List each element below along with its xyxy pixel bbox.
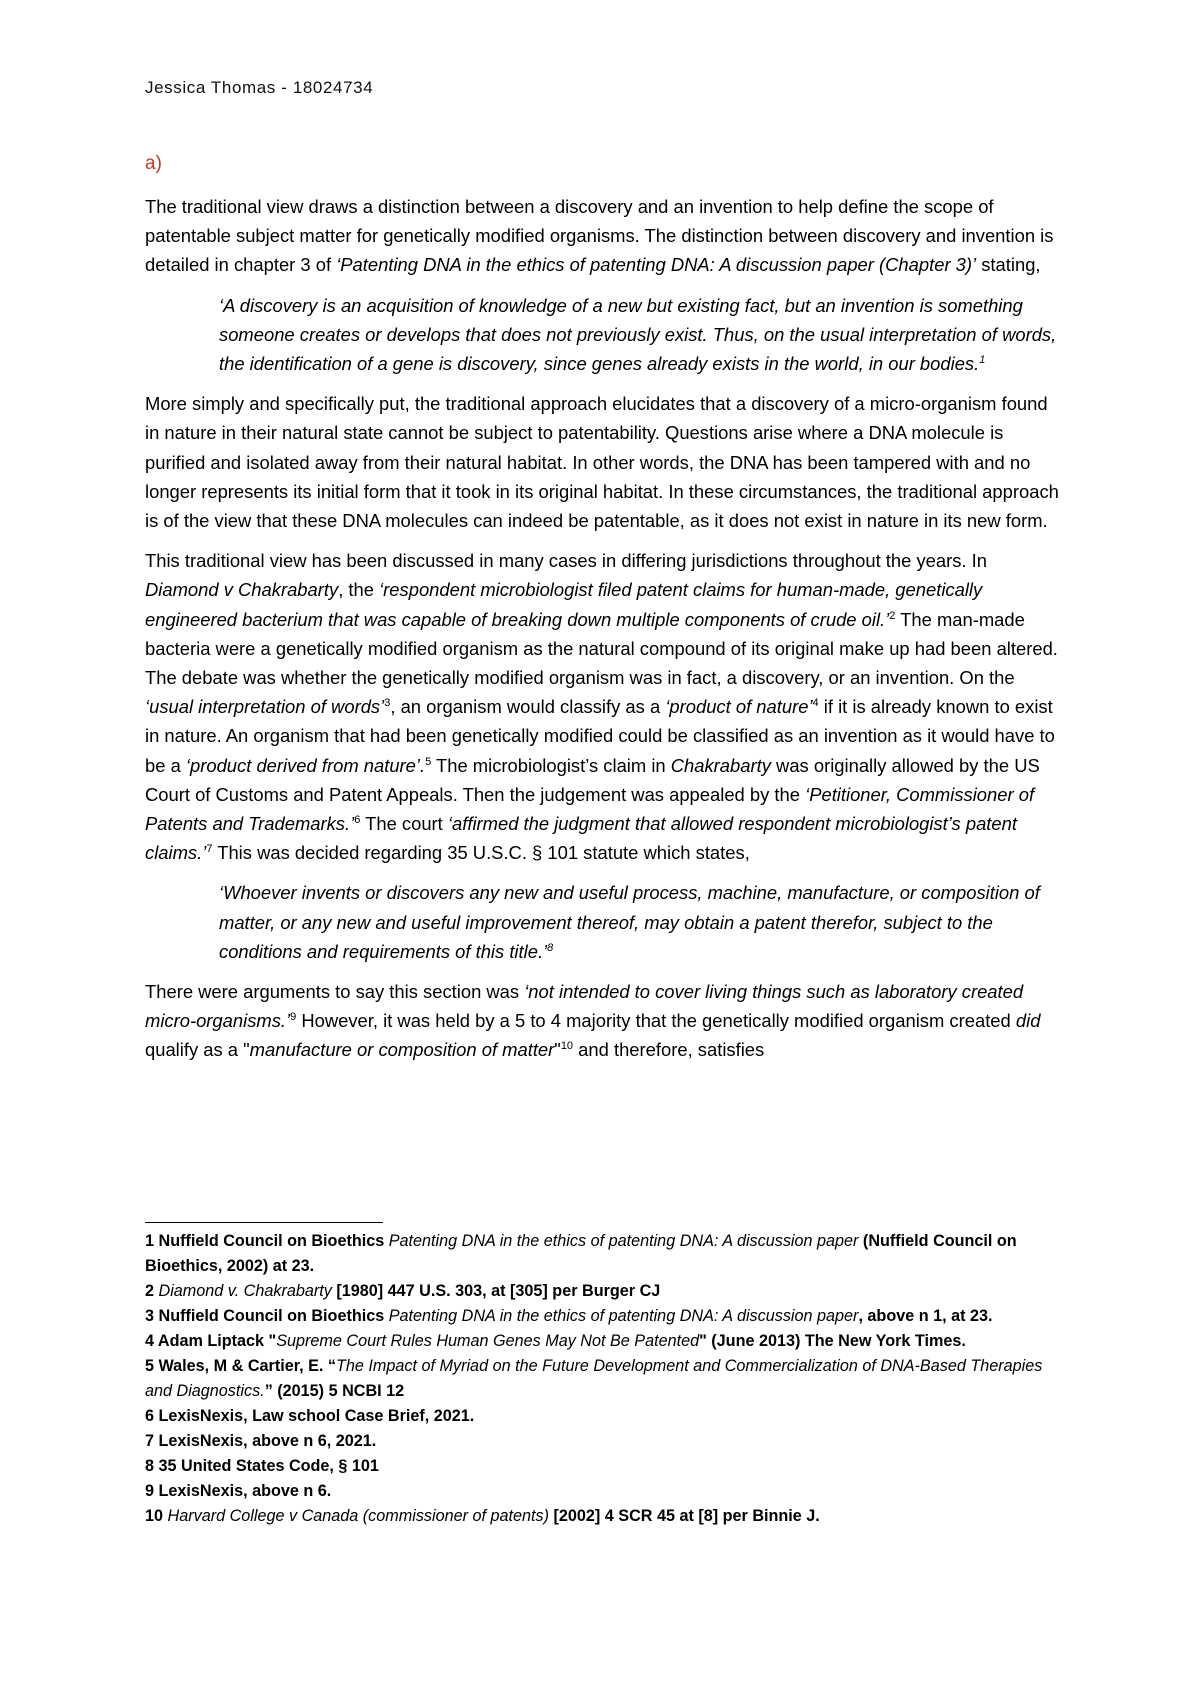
italic-text: Patenting DNA in the ethics of patenting DNA: A discussion paper xyxy=(388,1307,859,1325)
text-run: , an organism would classify as a xyxy=(390,696,666,718)
text-run: However, it was held by a 5 to 4 majority that the genetically modified organism created xyxy=(296,1010,1016,1032)
text-run: This traditional view has been discussed in many cases in differing jurisdictions throughout the years. In xyxy=(145,550,987,572)
footnote-ref[interactable]: 2 xyxy=(889,609,896,622)
footnote-ref[interactable]: 4 xyxy=(812,697,819,710)
footnote-4 xyxy=(145,1329,1065,1354)
italic-text: Harvard College v Canada (commissioner of patents) xyxy=(167,1507,549,1525)
text-run: [1980] 447 U.S. 303, at [305] per Burger CJ xyxy=(331,1282,661,1300)
author-header: Jessica Thomas - 18024734 xyxy=(145,78,374,97)
italic-text: ‘affirmed the judgment that allowed respondent microbiologist’s patent claims.’ xyxy=(145,813,1017,864)
text-run: The traditional view draws a distinction between a discovery and an invention to help define the scope of patentable subject matter for genetically modified organisms. The distinction between discovery and invention is detailed in chapter 3 of xyxy=(145,196,1054,276)
text-run: ‘Whoever invents or discovers any new and useful process, machine, manufacture, or composition of matter, or any new and useful improvement thereof, may obtain a patent therefor, subject to the conditions and requirements of this title.’ xyxy=(219,882,1040,962)
footnote-ref[interactable]: 8 xyxy=(547,941,554,954)
footnote-2 xyxy=(145,1279,1065,1304)
text-run: [2002] 4 SCR 45 at [8] per Binnie J. xyxy=(549,1507,820,1525)
italic-text: Diamond v Chakrabarty xyxy=(145,579,339,601)
footnote-ref[interactable]: 10 xyxy=(560,1040,574,1053)
italic-text: ‘product of nature’ xyxy=(665,696,813,718)
text-run: 1 Nuffield Council on Bioethics xyxy=(145,1232,389,1250)
footnote-ref[interactable]: 6 xyxy=(354,813,361,826)
text-run: if it is already known to exist in nature. An organism that had been genetically modified could be classified as an invention as it would have to be a xyxy=(145,696,1055,776)
footnote-9 xyxy=(145,1479,1065,1504)
italic-text: Chakrabarty xyxy=(670,754,771,776)
italic-text: did xyxy=(1015,1010,1041,1032)
italic-text: ‘Petitioner, Commissioner of Patents and Trademarks.’ xyxy=(145,783,1035,835)
text-run: 2 xyxy=(145,1282,159,1300)
body-text xyxy=(145,192,1065,1076)
text-run: More simply and specifically put, the traditional approach elucidates that a discovery of a micro-organism found in nature in their natural state cannot be subject to patentability. Questions arise where a DNA molecule is purified and isolated away from their natural habitat. In other words, the DNA has been tampered with and no longer represents its initial form that it took in its original habitat. In these circumstances, the traditional approach is of the view that these DNA molecules can indeed be patentable, as it does not exist in nature in its new form. xyxy=(145,393,1059,532)
text-run: 5 Wales, M & Cartier, E. “ xyxy=(145,1357,337,1375)
footnote-ref[interactable]: 9 xyxy=(290,1011,297,1024)
text-run: The microbiologist’s claim in xyxy=(431,754,671,776)
footnote-ref[interactable]: 1 xyxy=(979,353,986,366)
footnote-5 xyxy=(145,1354,1065,1404)
text-run: qualify as a " xyxy=(145,1039,250,1061)
italic-text: manufacture or composition of matter xyxy=(249,1039,555,1061)
text-run: , the xyxy=(338,579,380,601)
footnote-7 xyxy=(145,1429,1065,1454)
footnote-3 xyxy=(145,1304,1065,1329)
text-run: The court xyxy=(360,813,448,835)
italic-text: ‘usual interpretation of words’ xyxy=(145,696,385,718)
paragraph-2 xyxy=(145,389,1065,535)
text-run: , above n 1, at 23. xyxy=(858,1307,993,1325)
text-run: stating, xyxy=(976,254,1041,276)
italic-text: ‘Patenting DNA in the ethics of patenting DNA: A discussion paper (Chapter 3)’ xyxy=(336,254,977,276)
text-run: 4 Adam Liptack " xyxy=(145,1332,277,1350)
paragraph-3 xyxy=(145,546,1065,867)
text-run: There were arguments to say this section was xyxy=(145,981,525,1003)
text-run: 6 LexisNexis, Law school Case Brief, 2021. xyxy=(145,1407,475,1425)
footnotes xyxy=(145,1229,1065,1529)
italic-text: Patenting DNA in the ethics of patenting DNA: A discussion paper xyxy=(388,1232,859,1250)
footnote-separator xyxy=(145,1222,383,1223)
footnote-ref[interactable]: 3 xyxy=(384,697,391,710)
footnote-8 xyxy=(145,1454,1065,1479)
quote-1 xyxy=(219,291,1065,379)
italic-text: Diamond v. Chakrabarty xyxy=(158,1282,332,1300)
footnote-6 xyxy=(145,1404,1065,1429)
text-run: " xyxy=(554,1039,561,1061)
paragraph-4 xyxy=(145,977,1065,1065)
text-run: 9 LexisNexis, above n 6. xyxy=(145,1482,332,1500)
footnote-ref[interactable]: 7 xyxy=(206,843,213,856)
italic-text: ‘not intended to cover living things such as laboratory created micro-organisms.’ xyxy=(145,981,1024,1032)
text-run: This was decided regarding 35 U.S.C. § 101 statute which states, xyxy=(212,842,750,864)
italic-text: Supreme Court Rules Human Genes May Not Be Patented xyxy=(276,1332,700,1350)
section-label: a) xyxy=(145,153,162,174)
text-run: 7 LexisNexis, above n 6, 2021. xyxy=(145,1432,377,1450)
text-run: 8 35 United States Code, § 101 xyxy=(145,1457,379,1475)
text-run: 10 xyxy=(145,1507,168,1525)
paragraph-1 xyxy=(145,192,1065,280)
text-run: and therefore, satisfies xyxy=(573,1039,765,1061)
footnote-10 xyxy=(145,1504,1065,1529)
italic-text: ‘respondent microbiologist filed patent claims for human-made, genetically engineered bacterium that was capable of breaking down multiple components of crude oil.’ xyxy=(145,579,983,630)
text-run: 3 Nuffield Council on Bioethics xyxy=(145,1307,389,1325)
text-run: ‘A discovery is an acquisition of knowledge of a new but existing fact, but an invention is something someone creates or develops that does not previously exist. Thus, on the usual interpretation of words, the identification of a gene is discovery, since genes already exists in the world, in our bodies. xyxy=(219,294,1057,375)
quote-2 xyxy=(219,878,1065,966)
text-run: The man-made bacteria were a genetically modified organism as the natural compound of its original make up had been altered. The debate was whether the genetically modified organism was in fact, a discovery, or an invention. On the xyxy=(145,608,1058,689)
footnote-ref[interactable]: 5 xyxy=(425,755,432,768)
text-run: (Nuffield Council on Bioethics, 2002) at 23. xyxy=(145,1232,1017,1275)
italic-text: ‘product derived from nature’. xyxy=(185,754,426,776)
text-run: ” (2015) 5 NCBI 12 xyxy=(264,1382,405,1400)
italic-text: The Impact of Myriad on the Future Development and Commercialization of DNA-Based Therapies and Diagnostics. xyxy=(145,1357,1043,1400)
footnote-1 xyxy=(145,1229,1065,1279)
text-run: " (June 2013) The New York Times. xyxy=(699,1332,966,1350)
text-run: was originally allowed by the US Court of Customs and Patent Appeals. Then the judgement was appealed by the xyxy=(145,754,1040,805)
